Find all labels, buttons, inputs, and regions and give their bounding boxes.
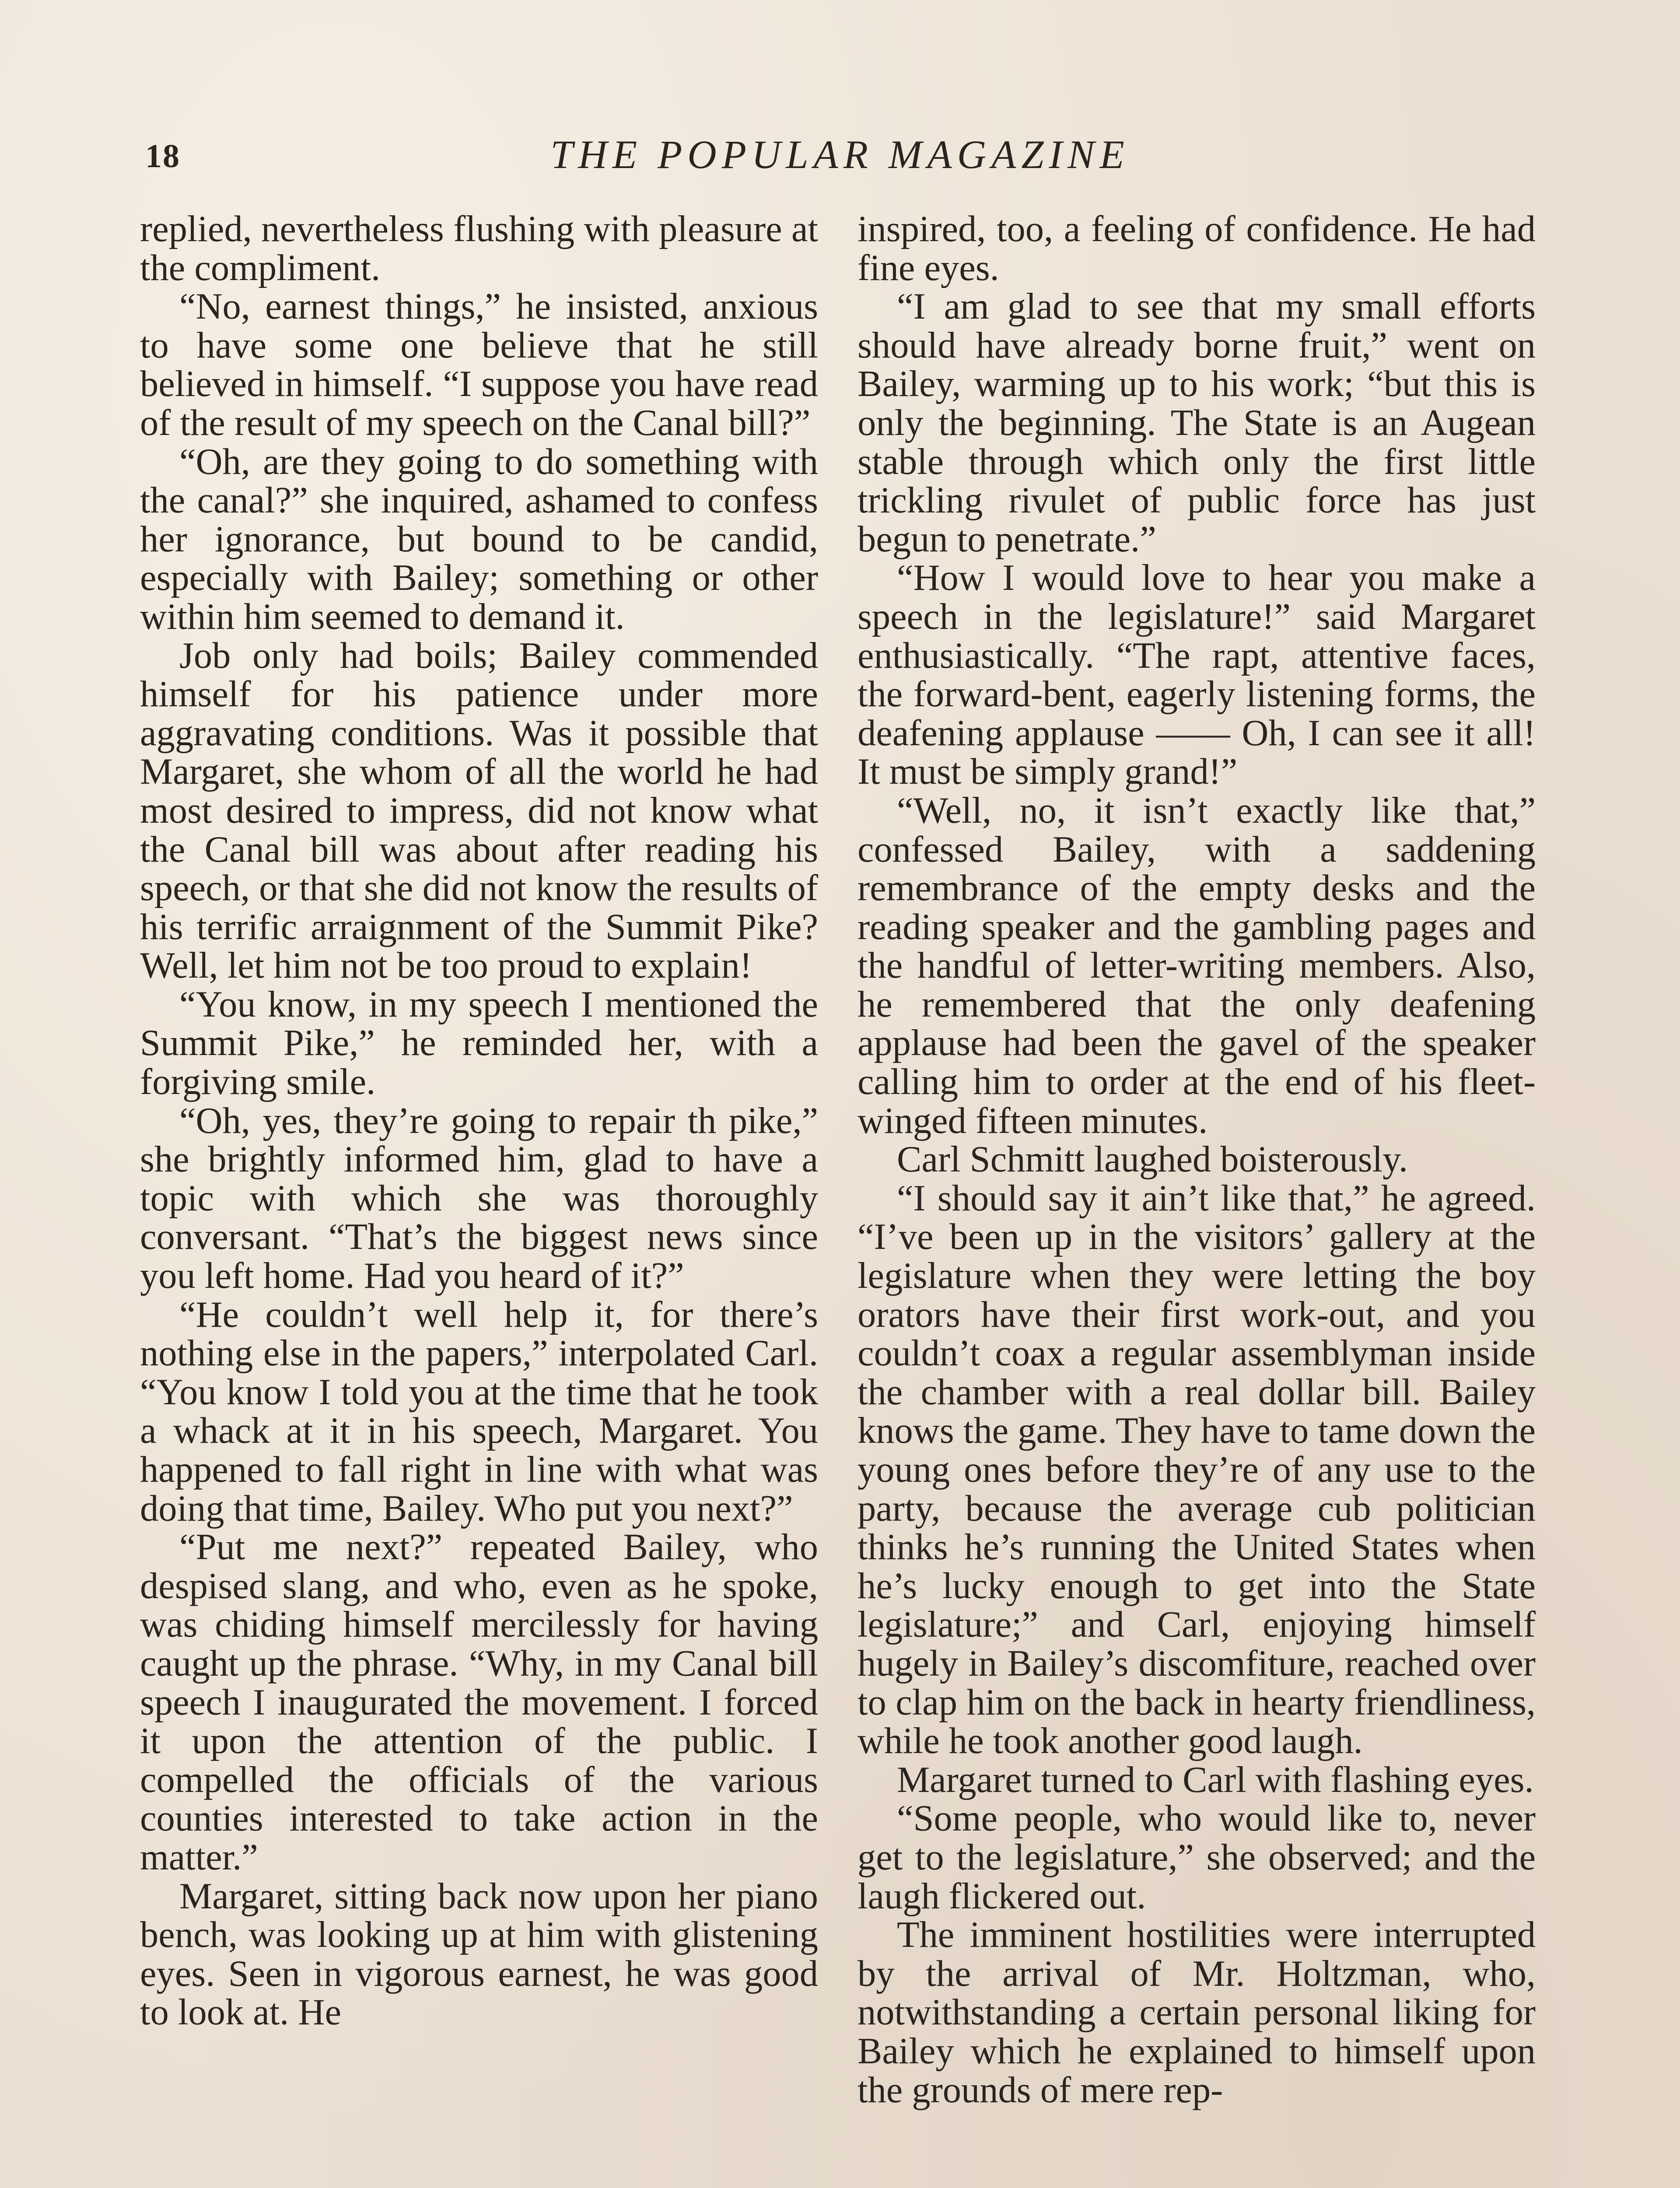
paragraph: Carl Schmitt laughed boisterously.: [897, 1139, 1408, 1180]
paragraph: inspired, too, a feeling of confidence. He had fine eyes.: [858, 209, 1536, 288]
paragraph: “He couldn’t well help it, for there’s nothing else in the papers,” interpolated Carl. “You know I told you at the time that he took a whack at it in his speech, Margaret. You happened to fall right in line with what was doing that time, Bailey. Who put you next?”: [140, 1294, 818, 1529]
page-header: [140, 131, 1540, 184]
paragraph: Job only had boils; Bailey commended himself for his patience under more aggravating conditions. Was it possible that Margaret, she whom of all the world he had most desired to impress, did not know what the Canal bill was about after reading his speech, or that she did not know the results of his terrific arraignment of the Summit Pike? Well, let him not be too proud to explain!: [140, 635, 818, 986]
paragraph: replied, nevertheless flushing with pleasure at the compliment.: [140, 209, 818, 288]
paragraph: “Oh, yes, they’re going to repair th pike,” she brightly informed him, glad to have a topic with which she was thoroughly conversant. “That’s the biggest news since you left home. Had you heard of it?”: [140, 1100, 818, 1297]
paragraph: Margaret turned to Carl with flashing eyes.: [897, 1759, 1534, 1800]
paragraph: “No, earnest things,” he insisted, anxious to have some one believe that he still believed in himself. “I suppose you have read of the result of my speech on the Canal bill?”: [140, 286, 818, 443]
paragraph: Margaret, sitting back now upon her piano bench, was looking up at him with glistening eyes. Seen in vigorous earnest, he was good to look at. He: [140, 1876, 818, 2033]
left-column: [140, 210, 818, 2032]
paragraph: “Put me next?” repeated Bailey, who despised slang, and who, even as he spoke, was chiding himself mercilessly for having caught up the phrase. “Why, in my Canal bill speech I inaugurated the movement. I forced it upon the attention of the public. I compelled the officials of the various counties interested to take action in the matter.”: [140, 1527, 818, 1878]
page-number: 18: [145, 138, 180, 175]
paragraph: “Well, no, it isn’t exactly like that,” confessed Bailey, with a saddening remembrance of the empty desks and the reading speaker and the gambling pages and the handful of letter-writing members. Also, he remembered that the only deafening applause had been the gavel of the speaker calling him to order at the end of his fleet-winged fifteen minutes.: [858, 790, 1536, 1141]
paragraph: “I should say it ain’t like that,” he agreed. “I’ve been up in the visitors’ gallery at the legislature when they were letting the boy orators have their first work-out, and you couldn’t coax a regular assemblyman inside the chamber with a real dollar bill. Bailey knows the game. They have to tame down the young ones before they’re of any use to the party, because the average cub politician thinks he’s running the United States when he’s lucky enough to get into the State legislature;” and Carl, enjoying himself hugely in Bailey’s discomfiture, reached over to clap him on the back in hearty friendliness, while he took another good laugh.: [858, 1178, 1536, 1762]
paragraph: “Some people, who would like to, never get to the legislature,” she observed; and the laugh flickered out.: [858, 1798, 1536, 1917]
paragraph: The imminent hostilities were interrupted by the arrival of Mr. Holtzman, who, notwithstanding a certain personal liking for Bailey which he explained to himself upon the grounds of mere rep-: [858, 1914, 1536, 2111]
paragraph: “You know, in my speech I mentioned the Summit Pike,” he reminded her, with a forgiving smile.: [140, 984, 818, 1103]
paragraph: “How I would love to hear you make a speech in the legislature!” said Margaret enthusiastically. “The rapt, attentive faces, the forward-bent, eagerly listening forms, the deafening applause —— Oh, I can see it all! It must be simply grand!”: [858, 558, 1536, 792]
right-column: [858, 210, 1536, 2110]
paragraph: “I am glad to see that my small efforts should have already borne fruit,” went on Bailey, warming up to his work; “but this is only the beginning. The State is an Augean stable through which only the first little trickling rivulet of public force has just begun to penetrate.”: [858, 286, 1536, 560]
paragraph: “Oh, are they going to do something with the canal?” she inquired, ashamed to confess her ignorance, but bound to be candid, especially with Bailey; something or other within him seemed to demand it.: [140, 441, 818, 637]
running-title: THE POPULAR MAGAZINE: [550, 132, 1130, 177]
